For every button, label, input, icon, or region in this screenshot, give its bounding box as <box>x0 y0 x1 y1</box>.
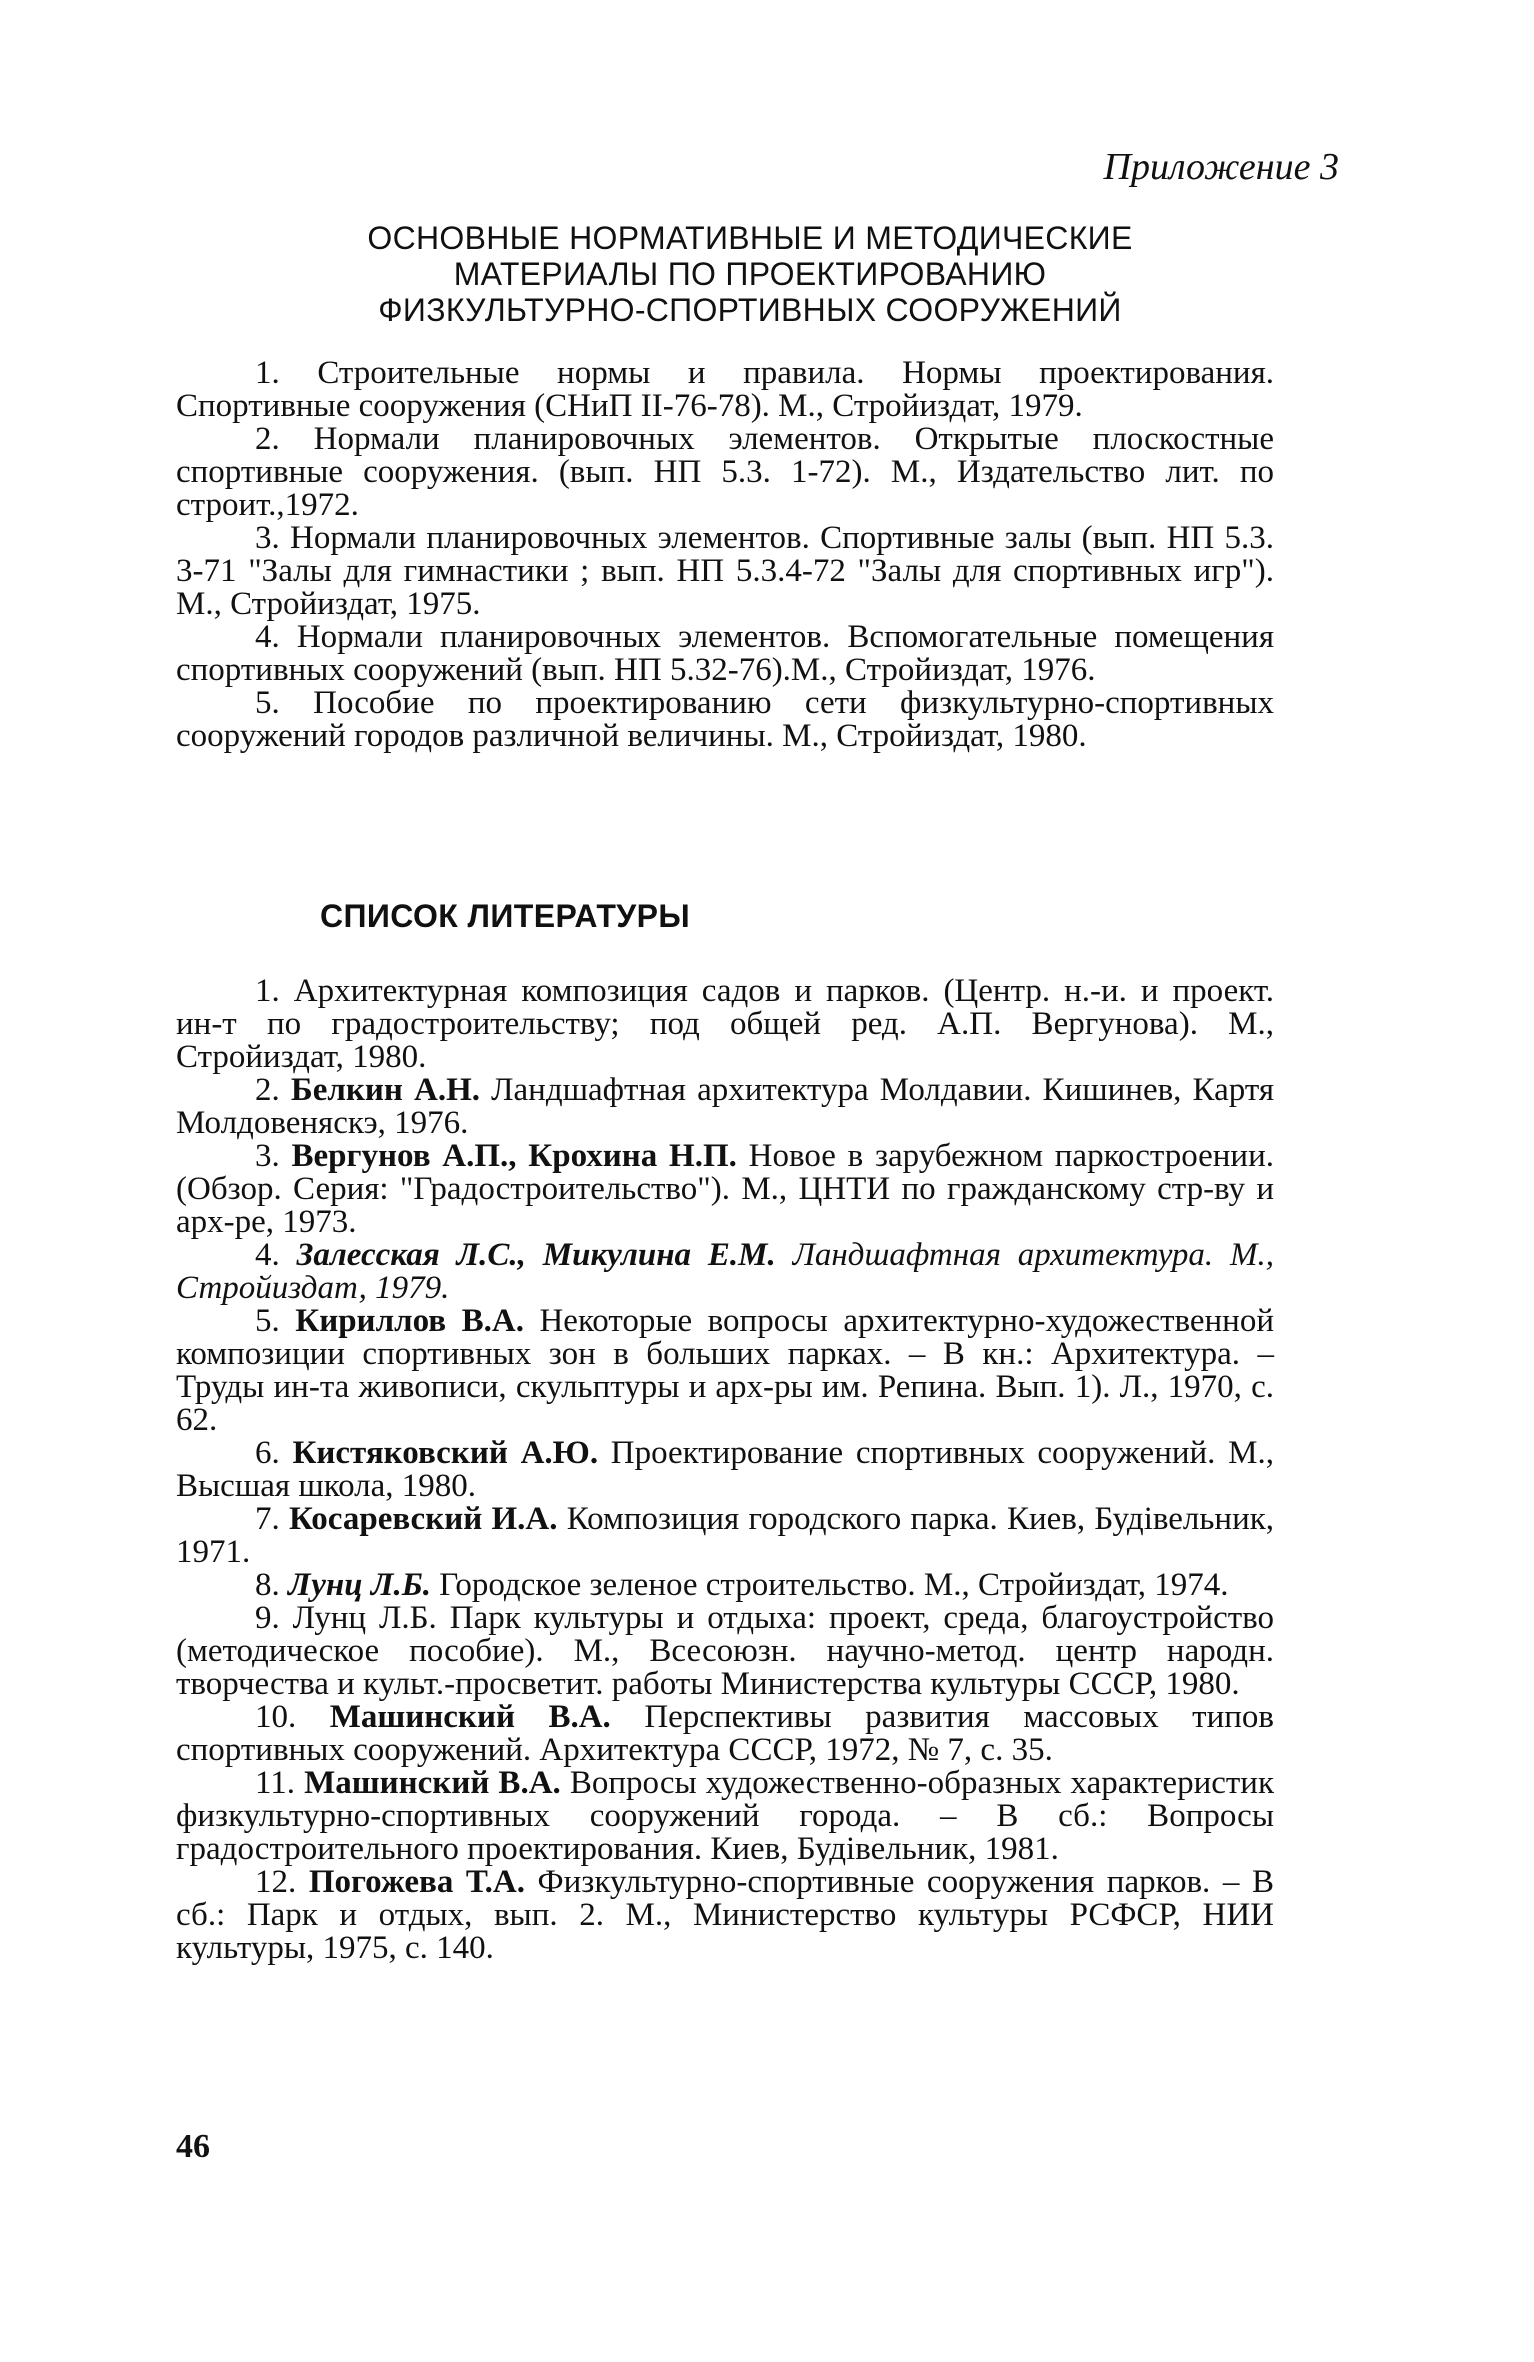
reference-author: Лунц Л.Б. <box>292 1600 437 1636</box>
reference-text: Парк культуры и отдыха: проект, среда, благоустройство (методическое пособие). М., Всесоюзн. научно-метод. центр народн. творчества и культ.-просветит. работы Министерства культуры СССР, 1980. <box>176 1600 1274 1702</box>
reference-item <box>176 1503 1274 1569</box>
reference-author: Погожева Т.А. <box>308 1864 525 1900</box>
reference-item <box>176 1437 1274 1503</box>
reference-item <box>176 1701 1274 1767</box>
reference-text: Перспективы развития массовых типов спортивных сооружений. Архитектура СССР, 1972, № 7, с. 35. <box>176 1699 1275 1768</box>
norm-item <box>176 522 1274 621</box>
norm-text: Строительные нормы и правила. Нормы проектирования. Спортивные сооружения (СНиП II-76-78). М., Стройиздат, 1979. <box>176 355 1275 424</box>
norm-number: 2. <box>255 421 280 457</box>
reference-item <box>176 1239 1274 1305</box>
references-title: СПИСОК ЛИТЕРАТУРЫ <box>320 898 691 934</box>
norm-text: Нормали планировочных элементов. Спортивные залы (вып. НП 5.3. 3-71 "Залы для гимнастики ; вып. НП 5.3.4-72 "Залы для спортивных игр"). М., Стройиздат, 1975. <box>176 520 1275 622</box>
norms-list <box>176 357 1274 753</box>
norm-number: 4. <box>255 619 280 655</box>
reference-author: Залесская Л.С., Микулина Е.М. <box>296 1237 776 1273</box>
reference-number: 4. <box>255 1237 280 1273</box>
reference-item <box>176 1074 1274 1140</box>
reference-number: 11. <box>255 1765 296 1801</box>
reference-text: Композиция городского парка. Киев, Будiвельник, 1971. <box>176 1501 1275 1570</box>
reference-author: Белкин А.Н. <box>290 1072 481 1108</box>
norm-text: Нормали планировочных элементов. Вспомогательные помещения спортивных сооружений (вып. НП 5.32-76).М., Стройиздат, 1976. <box>176 619 1274 688</box>
reference-author: Кистяковский А.Ю. <box>292 1435 599 1471</box>
reference-item <box>176 975 1274 1074</box>
reference-number: 9. <box>255 1600 280 1636</box>
section-title-norms: ОСНОВНЫЕ НОРМАТИВНЫЕ И МЕТОДИЧЕСКИЕ МАТЕРИАЛЫ ПО ПРОЕКТИРОВАНИЮ ФИЗКУЛЬТУРНО-СПОРТИВНЫХ СООРУЖЕНИЙ <box>367 220 1133 328</box>
reference-item <box>176 1140 1274 1239</box>
reference-number: 1. <box>255 973 280 1009</box>
reference-item <box>176 1767 1274 1866</box>
norm-item <box>176 621 1274 687</box>
reference-item <box>176 1569 1274 1602</box>
reference-text: (Центр. н.-и. и проект. ин-т по градостроительству; под общей ред. А.П. Вергунова). М., Стройиздат, 1980. <box>176 973 1275 1075</box>
norm-number: 1. <box>255 355 280 391</box>
reference-author: Косаревский И.А. <box>289 1501 558 1537</box>
reference-text: Ландшафтная архитектура. М., Стройиздат, 1979. <box>176 1237 1274 1306</box>
reference-author: Архитектурная композиция садов и парков. <box>293 973 930 1009</box>
reference-number: 10. <box>255 1699 297 1735</box>
reference-author: Машинский В.А. <box>329 1699 611 1735</box>
reference-text: Городское зеленое строительство. М., Стройиздат, 1974. <box>439 1567 1229 1603</box>
appendix-label: Приложение 3 <box>1103 146 1339 188</box>
reference-number: 5. <box>255 1303 280 1339</box>
norm-text: Нормали планировочных элементов. Открытые плоскостные спортивные сооружения. (вып. НП 5.3. 1-72). М., Издательство лит. по строит.,1972. <box>176 421 1274 523</box>
reference-number: 3. <box>255 1138 280 1174</box>
reference-text: Некоторые вопросы архитектурно-художественной композиции спортивных зон в больших парках. – В кн.: Архитектура. – Труды ин-та живописи, скульптуры и арх-ры им. Репина. Вып. 1). Л., 1970, с. 62. <box>176 1303 1275 1438</box>
norm-item <box>176 687 1274 753</box>
reference-text: Ландшафтная архитектура Молдавии. Кишинев, Картя Молдовеняскэ, 1976. <box>176 1072 1275 1141</box>
references-list <box>176 975 1274 1965</box>
reference-number: 6. <box>255 1435 280 1471</box>
reference-text: Проектирование спортивных сооружений. М., Высшая школа, 1980. <box>176 1435 1274 1504</box>
reference-author: Лунц Л.Б. <box>288 1567 431 1603</box>
page-number: 46 <box>176 2128 210 2165</box>
reference-author: Кириллов В.А. <box>295 1303 524 1339</box>
reference-author: Машинский В.А. <box>304 1765 561 1801</box>
reference-number: 7. <box>255 1501 280 1537</box>
reference-item <box>176 1866 1274 1965</box>
norm-text: Пособие по проектированию сети физкультурно-спортивных сооружений городов различной величины. М., Стройиздат, 1980. <box>176 685 1274 754</box>
reference-text: Вопросы художественно-образных характеристик физкультурно-спортивных сооружений города. – В сб.: Вопросы градостроительного проектирования. Киев, Будiвельник, 1981. <box>176 1765 1274 1867</box>
reference-item <box>176 1305 1274 1437</box>
norm-number: 3. <box>255 520 280 556</box>
norm-item <box>176 357 1274 423</box>
reference-number: 2. <box>255 1072 280 1108</box>
reference-text: Новое в зарубежном паркостроении. (Обзор. Серия: "Градостроительство"). М., ЦНТИ по гражданскому стр-ву и арх-ре, 1973. <box>176 1138 1274 1240</box>
norm-item <box>176 423 1274 522</box>
reference-number: 12. <box>255 1864 297 1900</box>
reference-item <box>176 1602 1274 1701</box>
norm-number: 5. <box>255 685 280 721</box>
reference-number: 8. <box>255 1567 280 1603</box>
reference-text: Физкультурно-спортивные сооружения парков. – В сб.: Парк и отдых, вып. 2. М., Министерство культуры РСФСР, НИИ культуры, 1975, с. 140. <box>176 1864 1275 1966</box>
reference-author: Вергунов А.П., Крохина Н.П. <box>291 1138 737 1174</box>
